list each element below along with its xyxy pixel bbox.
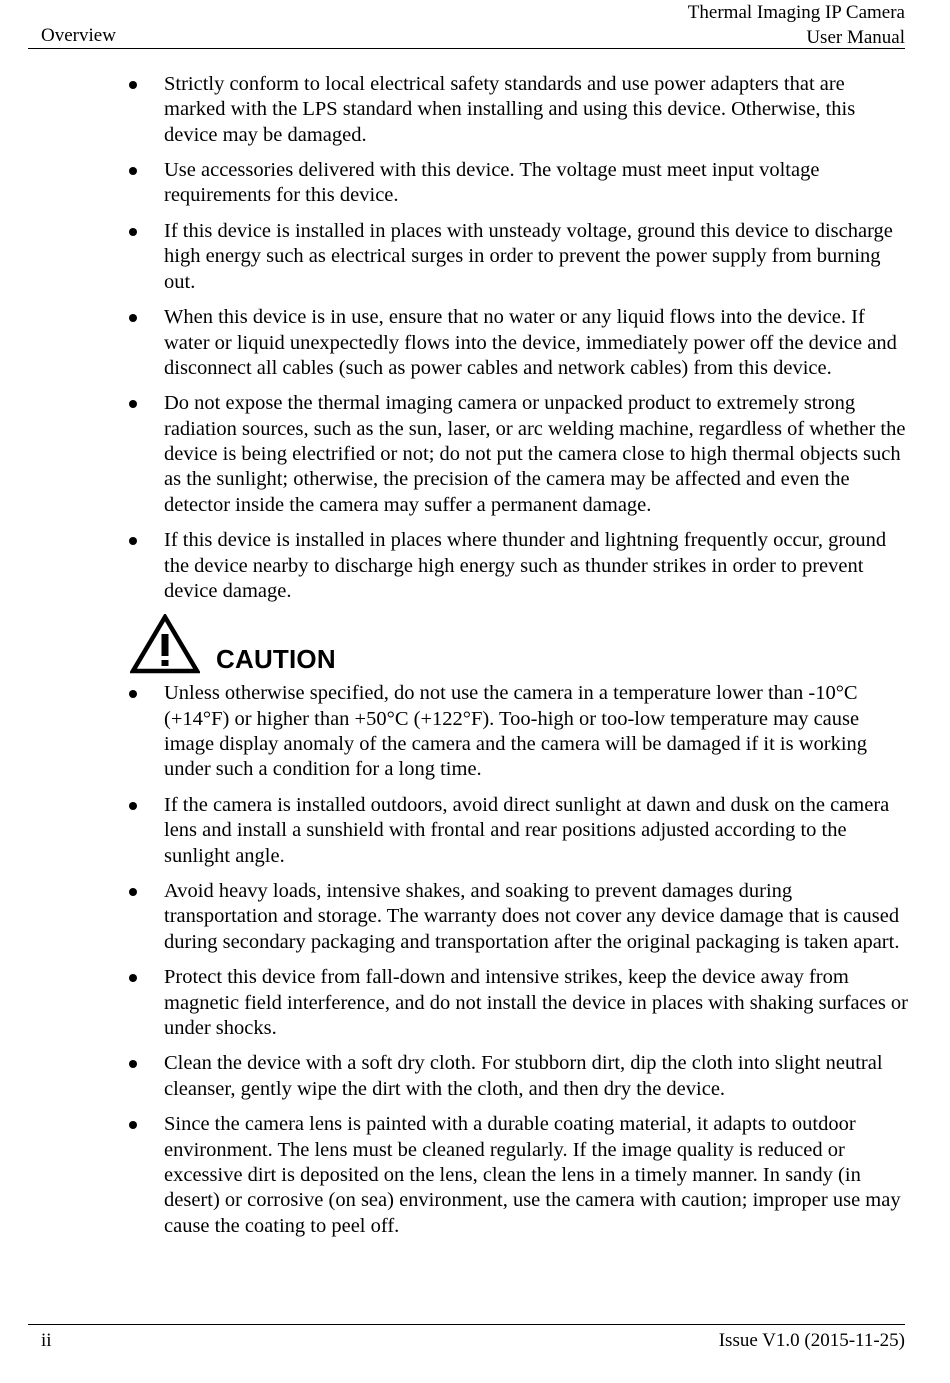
issue-info: Issue V1.0 (2015-11-25) bbox=[718, 1330, 905, 1351]
caution-list bbox=[128, 681, 908, 1238]
page-header bbox=[28, 0, 905, 49]
header-product-name: Thermal Imaging IP Camera bbox=[687, 2, 905, 23]
list-item: If the camera is installed outdoors, avoid direct sunlight at dawn and dusk on the camera lens and install a sunshield with frontal and rear positions adjusted according to the sunlight angle. bbox=[128, 793, 908, 869]
header-section-title: Overview bbox=[41, 25, 116, 46]
page-body bbox=[128, 72, 908, 1249]
caution-label: CAUTION bbox=[216, 644, 336, 675]
list-item: Protect this device from fall-down and intensive strikes, keep the device away from magnetic field interference, and do not install the device in places with shaking surfaces or under shocks. bbox=[128, 965, 908, 1041]
page-number: ii bbox=[41, 1330, 52, 1351]
list-item: Clean the device with a soft dry cloth. For stubborn dirt, dip the cloth into slight neutral cleanser, gently wipe the dirt with the cloth, and then dry the device. bbox=[128, 1051, 908, 1102]
list-item: Use accessories delivered with this device. The voltage must meet input voltage requirements for this device. bbox=[128, 158, 908, 209]
header-doc-type: User Manual bbox=[806, 27, 905, 48]
list-item: Unless otherwise specified, do not use the camera in a temperature lower than -10°C (+14°F) or higher than +50°C (+122°F). Too-high or too-low temperature may cause image display anomaly of the camera and the camera will be damaged if it is working under such a condition for a long time. bbox=[128, 681, 908, 782]
caution-heading bbox=[128, 614, 908, 678]
list-item: Do not expose the thermal imaging camera or unpacked product to extremely strong radiation sources, such as the sun, laser, or arc welding machine, regardless of whether the device is being electrified or not; do not put the camera close to high thermal objects such as the sunlight; otherwise, the precision of the camera may be affected and even the detector inside the camera may suffer a permanent damage. bbox=[128, 391, 908, 517]
list-item: If this device is installed in places with unsteady voltage, ground this device to discharge high energy such as electrical surges in order to prevent the power supply from burning out. bbox=[128, 219, 908, 295]
page-footer bbox=[28, 1324, 905, 1355]
list-item: If this device is installed in places where thunder and lightning frequently occur, ground the device nearby to discharge high energy such as thunder strikes in order to prevent device damage. bbox=[128, 528, 908, 604]
warning-list bbox=[128, 72, 908, 604]
header-doc-info bbox=[688, 0, 905, 50]
warning-triangle-icon bbox=[130, 614, 200, 674]
list-item: Since the camera lens is painted with a durable coating material, it adapts to outdoor environment. The lens must be cleaned regularly. If the image quality is reduced or excessive dirt is deposited on the lens, clean the lens in a timely manner. In sandy (in desert) or corrosive (on sea) environment, use the camera with caution; improper use may cause the coating to peel off. bbox=[128, 1112, 908, 1238]
list-item: Strictly conform to local electrical safety standards and use power adapters that are marked with the LPS standard when installing and using this device. Otherwise, this device may be damaged. bbox=[128, 72, 908, 148]
list-item: When this device is in use, ensure that no water or any liquid flows into the device. If water or liquid unexpectedly flows into the device, immediately power off the device and disconnect all cables (such as power cables and network cables) from this device. bbox=[128, 305, 908, 381]
list-item: Avoid heavy loads, intensive shakes, and soaking to prevent damages during transportation and storage. The warranty does not cover any device damage that is caused during secondary packaging and transportation after the original packaging is taken apart. bbox=[128, 879, 908, 955]
